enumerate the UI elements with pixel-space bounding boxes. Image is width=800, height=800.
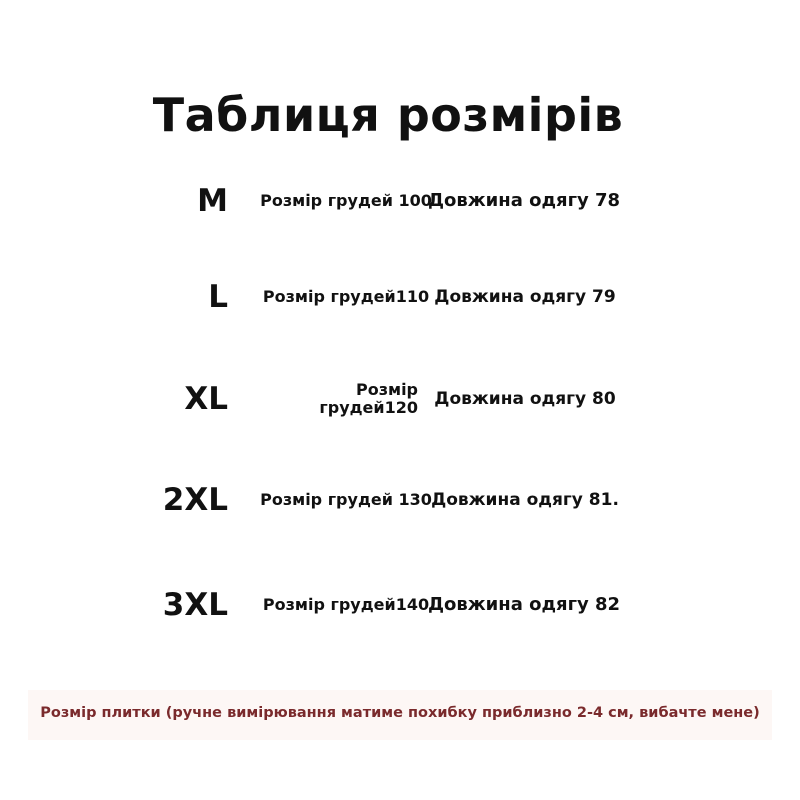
chest-size: Розмір грудей 100 — [260, 191, 432, 210]
size-row-l — [0, 252, 800, 342]
size-label: L — [208, 279, 228, 315]
size-label: M — [197, 183, 228, 219]
garment-length: Довжина одягу 78 — [427, 190, 621, 211]
size-label: 3XL — [162, 587, 228, 623]
garment-length: Довжина одягу 79 — [434, 287, 616, 307]
chest-size: Розмір грудей110 — [262, 287, 430, 306]
size-row-xl — [0, 354, 800, 444]
size-label: 2XL — [162, 482, 228, 518]
chest-size: Розмір грудей120 — [319, 380, 418, 417]
garment-length: Довжина одягу 80 — [434, 389, 616, 409]
page-title: Таблиця розмірів — [152, 88, 624, 142]
garment-length: Довжина одягу 82 — [427, 594, 621, 615]
size-label: XL — [184, 381, 228, 417]
measurement-note: Розмір плитки (ручне вимірювання матиме похибку приблизно 2-4 см, вибачте мене) — [40, 705, 760, 721]
chest-size: Розмір грудей140 — [262, 595, 430, 614]
size-row-2xl — [0, 455, 800, 545]
size-row-3xl — [0, 560, 800, 650]
chest-size: Розмір грудей 130 — [260, 490, 432, 509]
garment-length: Довжина одягу 81. — [431, 490, 619, 510]
size-row-m — [0, 156, 800, 246]
